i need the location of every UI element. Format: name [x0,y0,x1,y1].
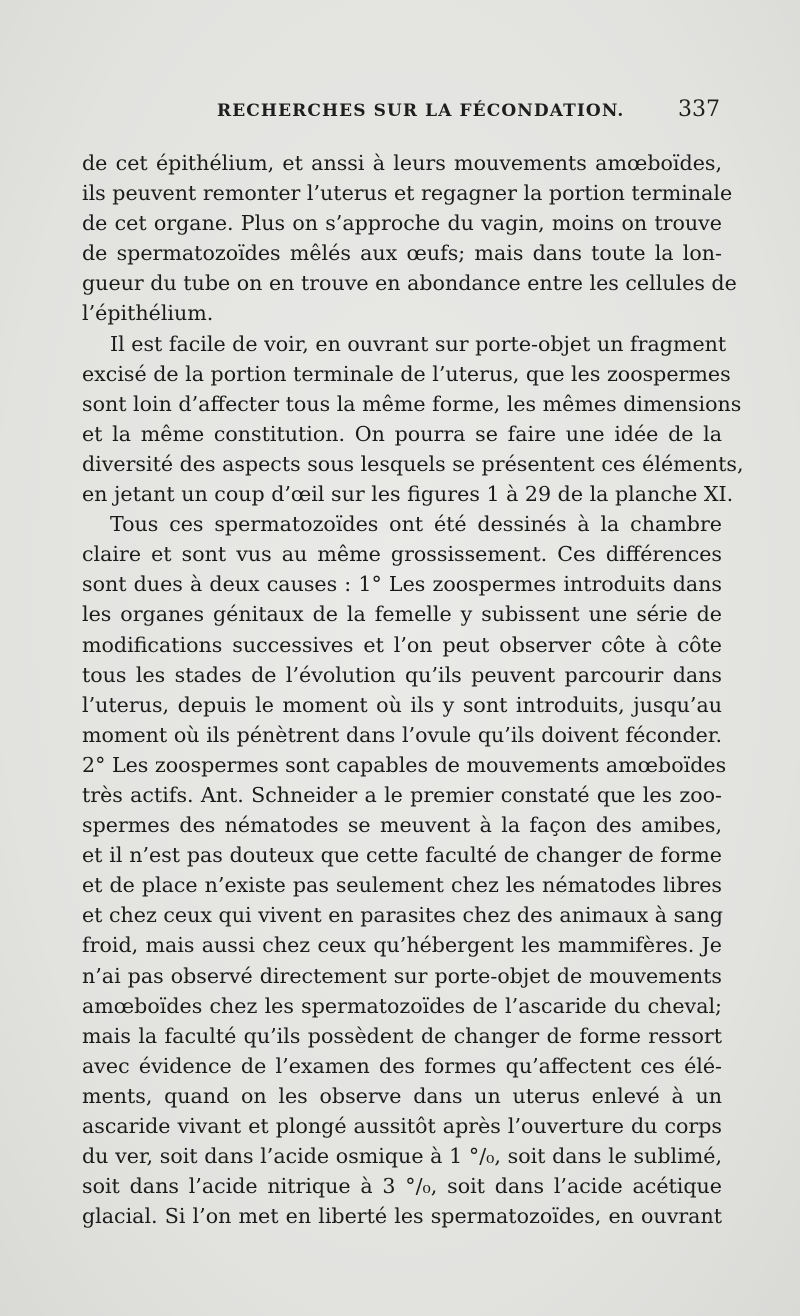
text-line: et de place n’existe pas seulement chez les nématodes libres [82,873,722,898]
text-line: et la même constitution. On pourra se faire une idée de la [82,421,722,446]
text-line: glacial. Si l’on met en liberté les spermatozoïdes, en ouvrant [82,1204,722,1229]
text-line: excisé de la portion terminale de l’uterus, que les zoospermes [82,361,731,386]
text-line: Il est facile de voir, en ouvrant sur porte-objet un fragment [110,331,727,356]
text-line: spermes des nématodes se meuvent à la façon des amibes, [82,813,722,838]
text-line: froid, mais aussi chez ceux qu’hébergent les mammifères. Je [82,933,722,958]
text-line: très actifs. Ant. Schneider a le premier constaté que les zoo- [82,782,722,807]
text-line: sont loin d’affecter tous la même forme, les mêmes dimensions [82,391,742,416]
text-line: 2° Les zoospermes sont capables de mouvements amœboïdes [82,752,727,777]
text-line: l’épithélium. [82,301,214,326]
text-line: de spermatozoïdes mêlés aux œufs; mais dans toute la lon- [82,241,722,266]
text-line: amœboïdes chez les spermatozoïdes de l’ascaride du cheval; [82,993,722,1018]
text-line: et il n’est pas douteux que cette faculté de changer de forme [82,843,722,868]
text-line: moment où ils pénètrent dans l’ovule qu’ils doivent féconder. [82,722,722,747]
text-line: l’uterus, depuis le moment où ils y sont introduits, jusqu’au [82,692,722,717]
page-header [82,97,722,127]
text-line: claire et sont vus au même grossissement. Ces différences [82,542,722,567]
text-line: gueur du tube on en trouve en abondance entre les cellules de [82,271,737,296]
text-line: mais la faculté qu’ils possèdent de changer de forme ressort [82,1023,722,1048]
text-line: sont dues à deux causes : 1° Les zoospermes introduits dans [82,572,722,597]
text-line: n’ai pas observé directement sur porte-objet de mouvements [82,963,722,988]
text-line: avec évidence de l’examen des formes qu’affectent ces élé- [82,1053,722,1078]
text-line: du ver, soit dans l’acide osmique à 1 °/₀, soit dans le sublimé, [82,1144,722,1169]
text-line: diversité des aspects sous lesquels se présentent ces éléments, [82,451,744,476]
text-line: modifications successives et l’on peut observer côte à côte [82,632,722,657]
text-line: ascaride vivant et plongé aussitôt après l’ouverture du corps [82,1114,722,1138]
text-line: de cet organe. Plus on s’approche du vagin, moins on trouve [82,211,722,236]
text-line: les organes génitaux de la femelle y subissent une série de [82,602,722,627]
text-line: et chez ceux qui vivent en parasites chez des animaux à sang [82,903,723,928]
page-number: 337 [678,97,720,122]
running-title: RECHERCHES SUR LA FÉCONDATION. [217,101,625,121]
text-line: Tous ces spermatozoïdes ont été dessinés à la chambre [110,512,722,537]
text-line: de cet épithélium, et anssi à leurs mouvements amœboïdes, [82,151,722,175]
text-line: tous les stades de l’évolution qu’ils peuvent parcourir dans [82,662,722,687]
text-line: en jetant un coup d’œil sur les figures 1 à 29 de la planche XI. [82,482,734,507]
body-text [82,148,744,1231]
text-line: ils peuvent remonter l’uterus et regagner la portion terminale [82,181,733,206]
text-line: ments, quand on les observe dans un uterus enlevé à un [82,1083,722,1108]
text-line: soit dans l’acide nitrique à 3 °/₀, soit dans l’acide acétique [82,1174,722,1199]
